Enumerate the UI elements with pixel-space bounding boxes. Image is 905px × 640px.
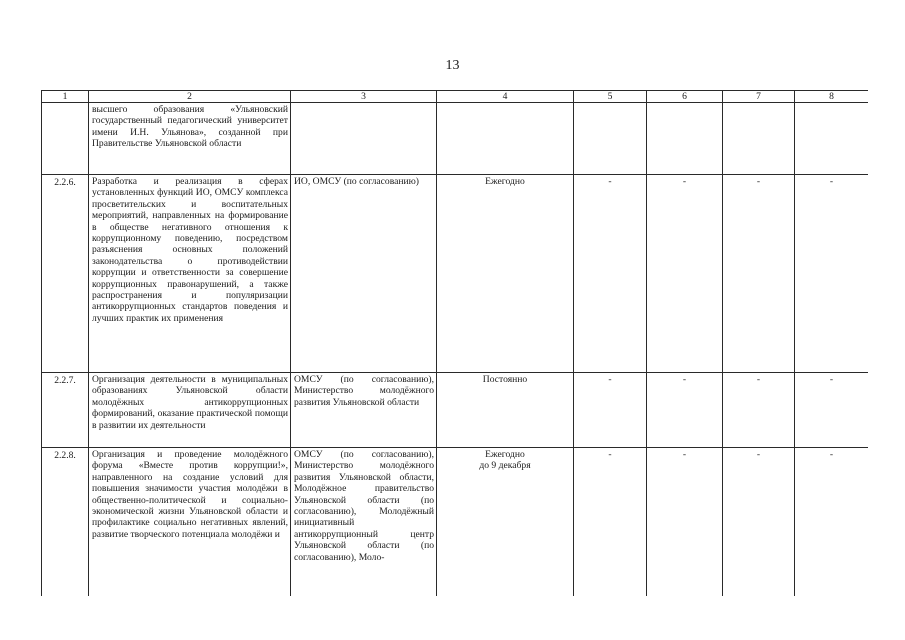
item-col5: - <box>574 448 647 597</box>
item-term: Ежегодно <box>437 175 574 373</box>
column-header: 4 <box>437 91 574 103</box>
plan-table-container <box>41 90 868 596</box>
item-col7: - <box>723 373 795 448</box>
item-col8: - <box>795 448 869 597</box>
item-col6: - <box>647 448 723 597</box>
item-col7: - <box>723 175 795 373</box>
page-number: 13 <box>445 58 460 73</box>
column-header: 6 <box>647 91 723 103</box>
table-header-row <box>42 91 869 103</box>
item-col6: - <box>647 175 723 373</box>
item-executor: ОМСУ (по согласованию), Министерство молодёжного развития Ульяновской области, Молодёжное правительство Ульяновской области (по согласованию), Молодёжный инициативный антикоррупционный центр Ульяновской области (по согласованию), Моло- <box>291 448 437 597</box>
item-executor: ОМСУ (по согласованию), Министерство молодёжного развития Ульяновской области <box>291 373 437 448</box>
column-header: 5 <box>574 91 647 103</box>
item-col6: - <box>647 373 723 448</box>
column-header: 3 <box>291 91 437 103</box>
table-row <box>42 103 869 175</box>
item-term <box>437 103 574 175</box>
column-header: 1 <box>42 91 89 103</box>
item-description: высшего образования «Ульяновский государственный педагогический университет имени И.Н. Ульянова», созданной при Правительстве Ульяновской области <box>89 103 291 175</box>
item-col8 <box>795 103 869 175</box>
item-col8: - <box>795 175 869 373</box>
item-term: Постоянно <box>437 373 574 448</box>
item-executor <box>291 103 437 175</box>
item-col7 <box>723 103 795 175</box>
item-description: Организация деятельности в муниципальных образованиях Ульяновской области молодёжных антикоррупционных формирований, оказание практической помощи в развитии их деятельности <box>89 373 291 448</box>
item-col6 <box>647 103 723 175</box>
item-executor: ИО, ОМСУ (по согласованию) <box>291 175 437 373</box>
item-col7: - <box>723 448 795 597</box>
item-number: 2.2.8. <box>42 448 89 597</box>
table-row <box>42 373 869 448</box>
item-description: Организация и проведение молодёжного форума «Вместе против коррупции!», направленного на создание условий для повышения значимости участия молодёжи в общественно-политической и социально-экономической жизни Ульяновской области и профилактике социально негативных явлений, развитие творческого потенциала молодёжи и <box>89 448 291 597</box>
item-number: 2.2.6. <box>42 175 89 373</box>
table-row <box>42 448 869 597</box>
item-number: 2.2.7. <box>42 373 89 448</box>
item-term: Ежегодно до 9 декабря <box>437 448 574 597</box>
table-row <box>42 175 869 373</box>
item-number <box>42 103 89 175</box>
column-header: 8 <box>795 91 869 103</box>
item-col5: - <box>574 373 647 448</box>
column-header: 2 <box>89 91 291 103</box>
item-col5 <box>574 103 647 175</box>
item-col5: - <box>574 175 647 373</box>
item-col8: - <box>795 373 869 448</box>
item-description: Разработка и реализация в сферах установленных функций ИО, ОМСУ комплекса просветительских и воспитательных мероприятий, направленных на формирование в обществе негативного отношения к коррупционному поведению, посредством разъяснения основных положений законодательства о противодействии коррупции и ответственности за совершение коррупционных правонарушений, а также распространения и популяризации антикоррупционных стандартов поведения и лучших практик их применения <box>89 175 291 373</box>
plan-table <box>41 90 868 596</box>
column-header: 7 <box>723 91 795 103</box>
